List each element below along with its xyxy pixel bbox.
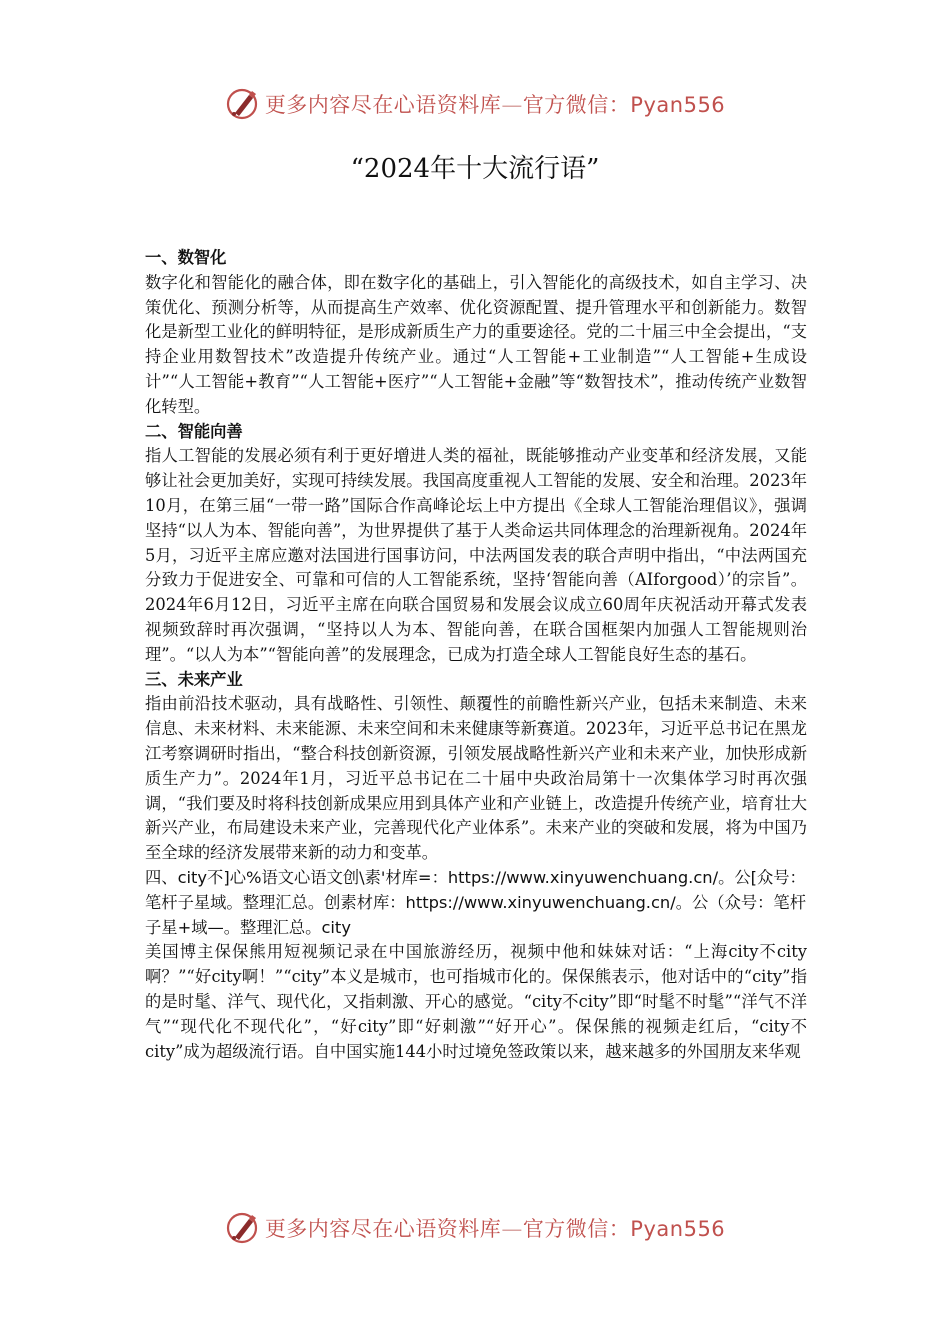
- document-body: [145, 246, 807, 1064]
- section-heading: 一、数智化: [145, 248, 227, 267]
- footer-banner: [0, 1208, 950, 1248]
- banner-separator: —: [501, 93, 523, 117]
- section-paragraph: 指由前沿技术驱动，具有战略性、引领性、颠覆性的前瞻性新兴产业，包括未来制造、未来信息、未来材料、未来能源、未来空间和未来健康等新赛道。2023年，习近平总书记在黑龙江考察调研时指出，“整合科技创新资源，引领发展战略性新兴产业和未来产业，加快形成新质生产力”。2024年1月，习近平总书记在二十届中央政治局第十一次集体学习时再次强调，“我们要及时将科技创新成果应用到具体产业和产业链上，改造提升传统产业，培育壮大新兴产业，布局建设未来产业，完善现代化产业体系”。未来产业的突破和发展，将为中国乃至全球的经济发展带来新的动力和变革。: [145, 694, 807, 863]
- section-heading: 三、未来产业: [145, 669, 243, 689]
- pen-nib-logo-icon: [225, 86, 261, 122]
- section-paragraph: 指人工智能的发展必须有利于更好增进人类的福祉，既能够推动产业变革和经济发展，又能够让社会更加美好，实现可持续发展。我国高度重视人工智能的发展、安全和治理。2023年10月，在第三届“一带一路”国际合作高峰论坛上中方提出《全球人工智能治理倡议》，强调坚持“以人为本、智能向善”，为世界提供了基于人类命运共同体理念的治理新视角。2024年5月，习近平主席应邀对法国进行国事访问，中法两国发表的联合声明中指出，“中法两国充分致力于促进安全、可靠和可信的人工智能系统，坚持‘智能向善（AIforgood）’的宗旨”。2024年6月12日，习近平主席在向联合国贸易和发展会议成立60周年庆祝活动开幕式发表视频致辞时再次强调，“坚持以人为本、智能向善，在联合国框架内加强人工智能规则治理”。“以人为本”“智能向善”的发展理念，已成为打造全球人工智能良好生态的基石。: [145, 446, 807, 664]
- section-heading: 二、智能向善: [145, 421, 243, 441]
- banner-main: 更多内容尽在心语资料库: [264, 93, 502, 117]
- banner-tail: 官方微信：Pyan556: [522, 1217, 726, 1241]
- section-paragraph: 数字化和智能化的融合体，即在数字化的基础上，引入智能化的高级技术，如自主学习、决策优化、预测分析等，从而提高生产效率、优化资源配置、提升管理水平和创新能力。数智化是新型工业化的鲜明特征，是形成新质生产力的重要途径。党的二十届三中全会提出，“支持企业用数智技术”改造提升传统产业。通过“人工智能+工业制造”“人工智能+生成设计”“人工智能+教育”“人工智能+医疗”“人工智能+金融”等“数智技术”，推动传统产业数智化转型。: [145, 272, 807, 416]
- section-paragraph: 美国博主保保熊用短视频记录在中国旅游经历，视频中他和妹妹对话：“上海city不city啊？”“好city啊！”“city”本义是城市，也可指城市化的。保保熊表示，他对话中的“city”指的是时髦、洋气、现代化，又指刺激、开心的感觉。“city不city”即“时髦不时髦”“洋气不洋气”“现代化不现代化”，“好city”即“好刺激”“好开心”。保保熊的视频走红后，“city不city”成为超级流行语。自中国实施144小时过境免签政策以来，越来越多的外国朋友来华观: [145, 942, 807, 1061]
- header-banner: [0, 84, 950, 124]
- banner-text: [265, 89, 725, 119]
- banner-text: [265, 1213, 725, 1243]
- banner-main: 更多内容尽在心语资料库: [264, 1217, 502, 1241]
- banner-tail: 官方微信：Pyan556: [522, 93, 726, 117]
- page-title: “2024年十大流行语”: [350, 154, 600, 184]
- section-heading: 四、city不]心%语文心语文创\素'材库=：https://www.xinyuwenchuang.cn/。公[众号：笔杆子星域。整理汇总。创素材库：https://www.xinyuwenchuang.cn/。公（众号：笔杆子星+域—。整理汇总。city: [145, 867, 806, 937]
- pen-nib-logo-icon: [225, 1210, 261, 1246]
- banner-separator: —: [501, 1217, 523, 1241]
